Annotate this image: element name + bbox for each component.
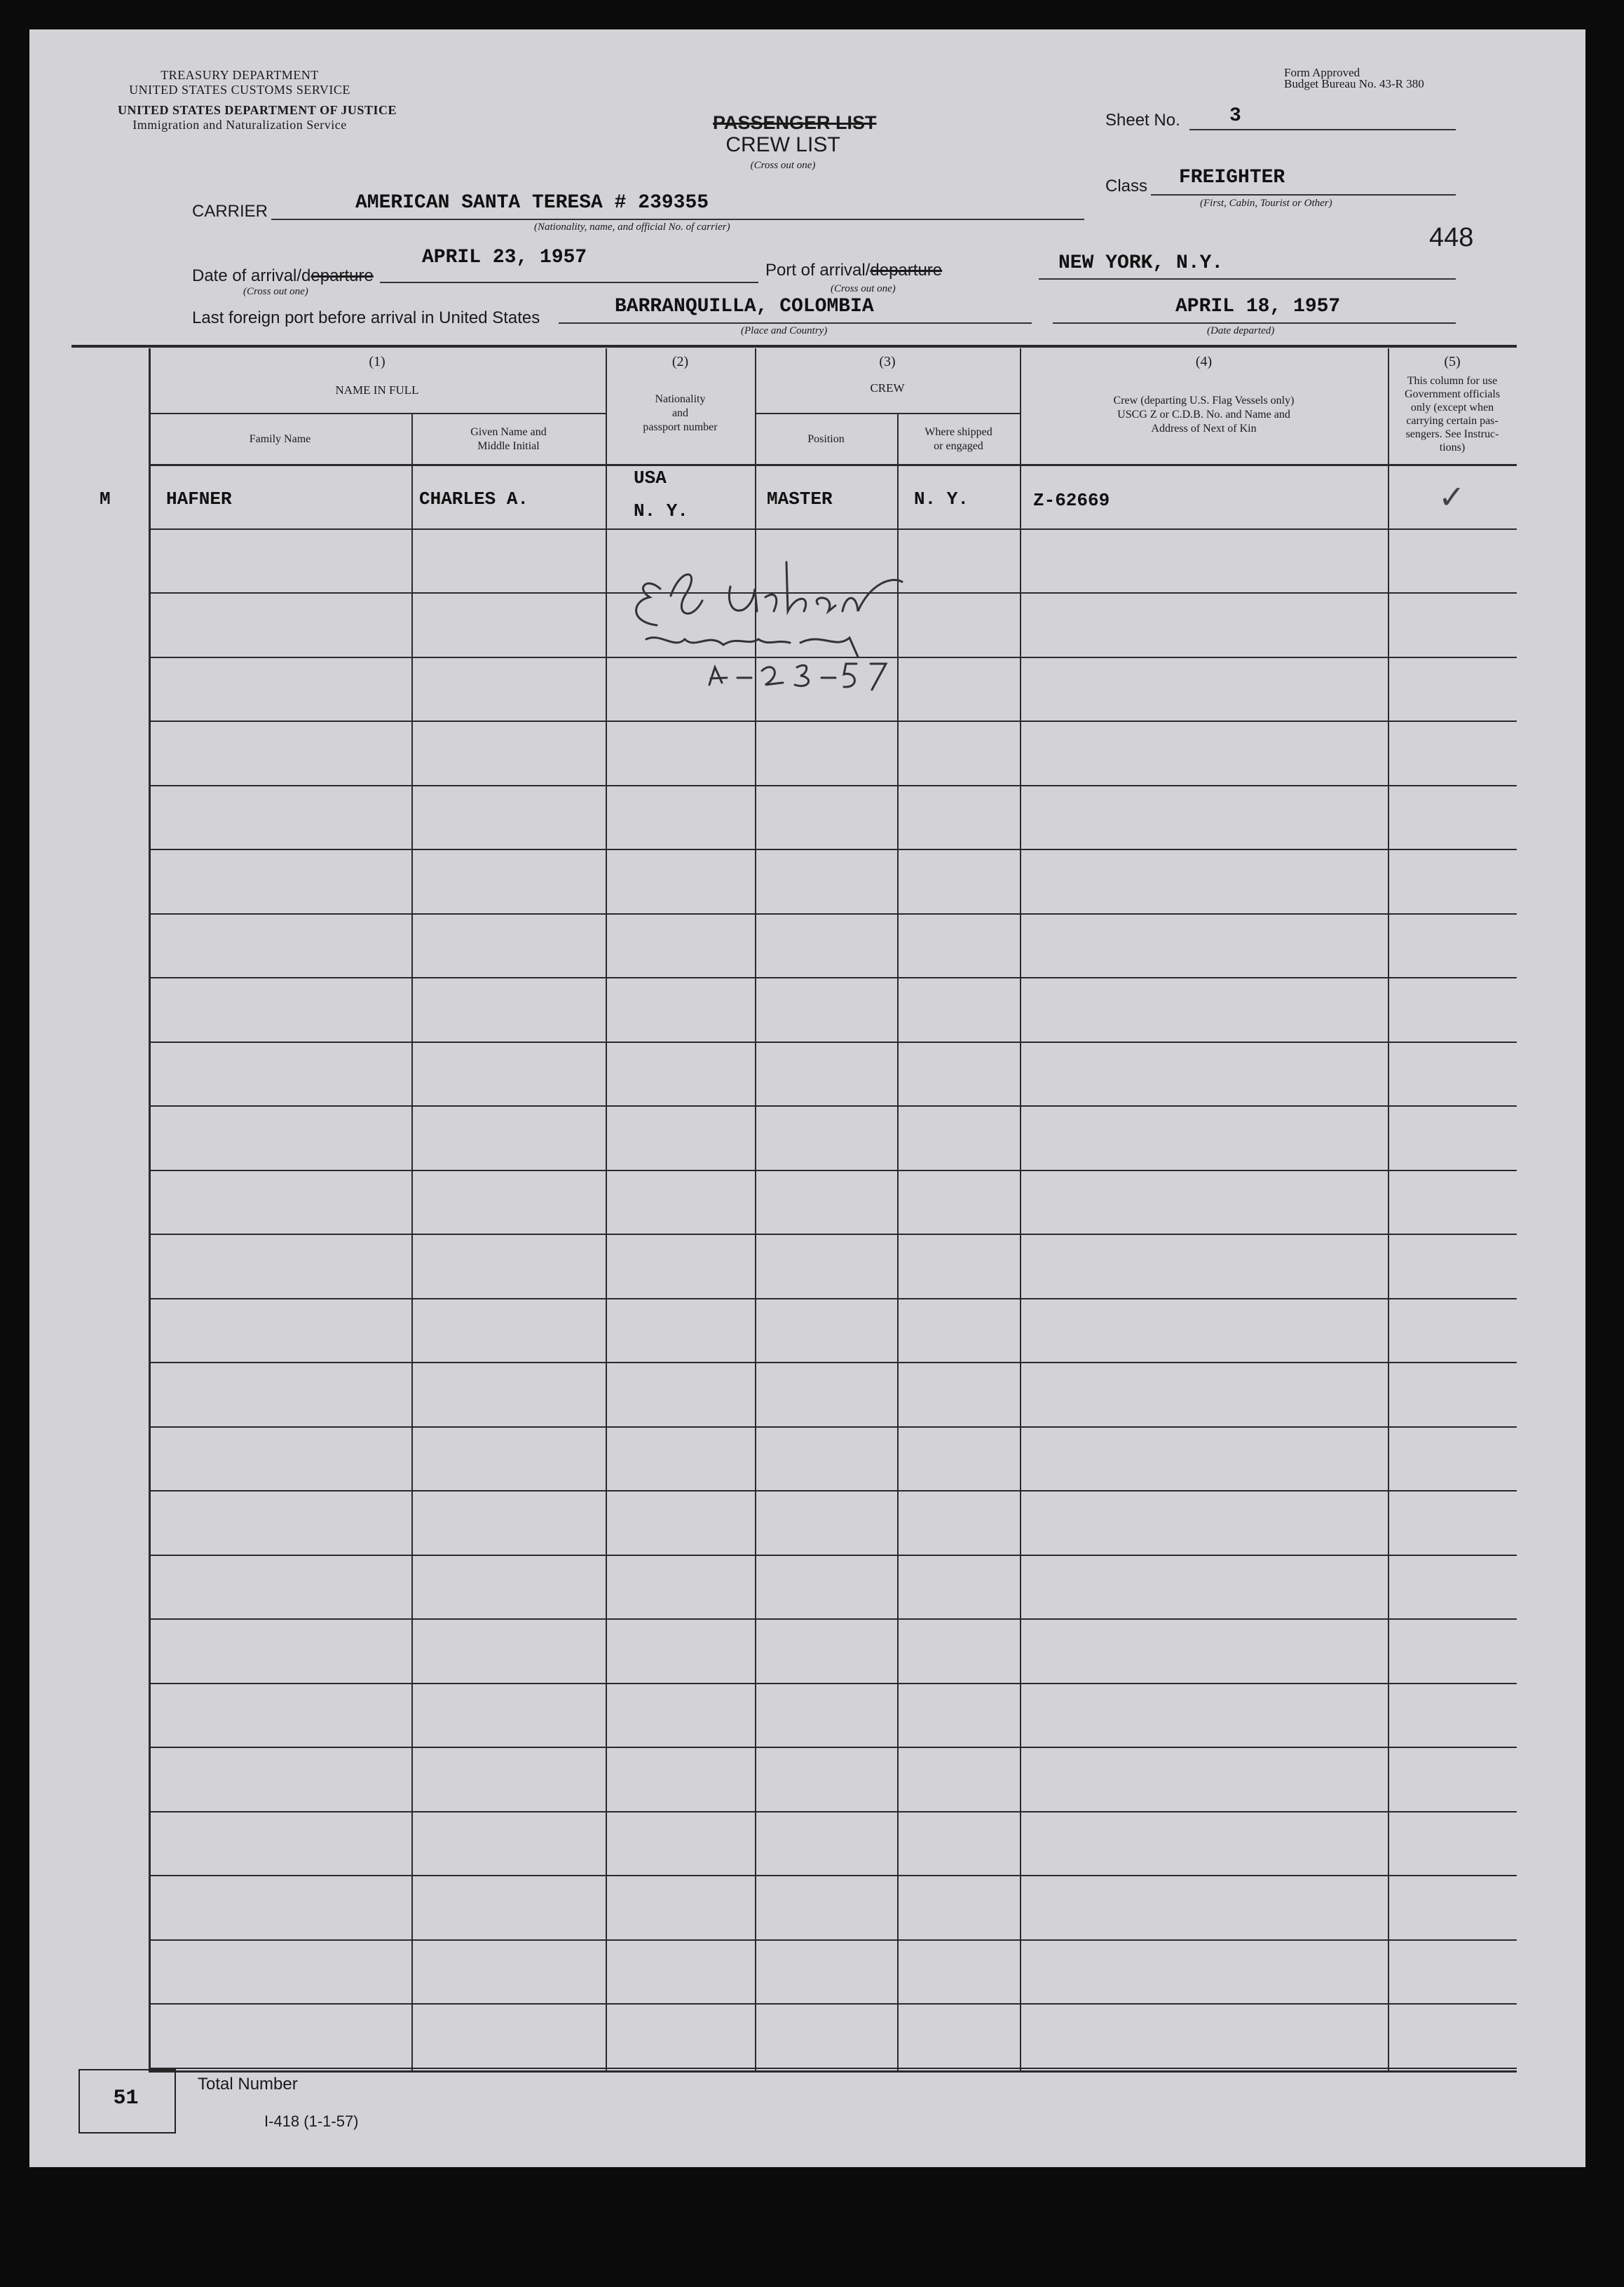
inspector-signature xyxy=(625,534,962,695)
table-row-line xyxy=(149,1298,1517,1299)
table-row-line xyxy=(149,1490,1517,1491)
col4-number: (4) xyxy=(1195,354,1213,369)
agency-line-1: TREASURY DEPARTMENT xyxy=(161,68,319,82)
sheet-label: Sheet No. xyxy=(1105,111,1180,130)
date-arrival-note: (Cross out one) xyxy=(243,286,308,297)
agency-line-2: UNITED STATES CUSTOMS SERVICE xyxy=(129,83,350,97)
total-label: Total Number xyxy=(198,2075,298,2094)
departed-value: APRIL 18, 1957 xyxy=(1175,296,1341,318)
table-row-line xyxy=(149,1618,1517,1620)
row-given-name: CHARLES A. xyxy=(419,489,529,510)
stamp-number: 448 xyxy=(1429,223,1474,252)
last-port-label: Last foreign port before arrival in United States xyxy=(192,308,540,327)
table-row-line xyxy=(149,1362,1517,1363)
table-row-line xyxy=(149,1555,1517,1556)
col5-number: (5) xyxy=(1444,354,1461,369)
table-row-line xyxy=(149,913,1517,915)
table-row-line xyxy=(149,1105,1517,1107)
col-divider-3-4 xyxy=(1020,348,1021,2071)
table-row-line xyxy=(149,1042,1517,1043)
col1-title: NAME IN FULL xyxy=(335,383,419,397)
class-value: FREIGHTER xyxy=(1179,167,1285,189)
port-arrival-underline xyxy=(1039,278,1456,280)
table-row-line xyxy=(149,2003,1517,2005)
budget-bureau: Budget Bureau No. 43-R 380 xyxy=(1284,77,1424,90)
departed-note: (Date departed) xyxy=(1207,325,1275,336)
carrier-underline xyxy=(271,219,1084,220)
table-row-line xyxy=(149,1426,1517,1428)
row-margin-mark: M xyxy=(100,489,111,510)
row-nationality: USA xyxy=(634,467,667,489)
class-label: Class xyxy=(1105,177,1148,196)
col3-number: (3) xyxy=(879,354,896,369)
port-arrival-value: NEW YORK, N.Y. xyxy=(1058,252,1224,274)
port-arrival-label: Port of arrival/departure xyxy=(765,261,943,280)
form-title: CREW LIST xyxy=(725,133,840,156)
table-row-line xyxy=(149,1683,1517,1684)
table-row-line xyxy=(149,785,1517,786)
row-position: MASTER xyxy=(767,489,833,510)
date-arrival-underline xyxy=(380,282,758,283)
last-port-value: BARRANQUILLA, COLOMBIA xyxy=(615,296,874,318)
row-check-mark: ✓ xyxy=(1438,479,1466,515)
col3b-where-shipped: Where shipped or engaged xyxy=(924,426,992,452)
table-bottom-border xyxy=(149,2070,1517,2073)
table-row-line xyxy=(149,1170,1517,1171)
agency-line-3: UNITED STATES DEPARTMENT OF JUSTICE xyxy=(118,103,397,117)
signature-drawing xyxy=(625,534,962,695)
col-divider-1a xyxy=(411,413,413,2071)
form-number: I-418 (1-1-57) xyxy=(264,2112,359,2130)
row-family-name: HAFNER xyxy=(166,489,232,510)
row-crew-number: Z-62669 xyxy=(1033,490,1110,511)
table-row-line xyxy=(149,2068,1517,2069)
subheader-line-3 xyxy=(755,413,1020,414)
last-port-note: (Place and Country) xyxy=(741,325,828,336)
table-row-line xyxy=(149,1875,1517,1876)
document-page xyxy=(29,29,1585,2167)
col3-title: CREW xyxy=(870,381,905,395)
last-port-underline xyxy=(559,322,1032,324)
agency-line-4: Immigration and Naturalization Service xyxy=(132,118,347,132)
total-number: 51 xyxy=(113,2087,139,2110)
col2-number: (2) xyxy=(671,354,689,369)
col5-official-use: This column for use Government officials only (except when carrying certain pas- sengers. See Instruc- tions) xyxy=(1404,375,1501,453)
port-arrival-note: (Cross out one) xyxy=(831,283,896,294)
date-arrival-value: APRIL 23, 1957 xyxy=(422,247,587,268)
table-row-line xyxy=(149,721,1517,722)
table-row-line xyxy=(149,1234,1517,1235)
table-left-border xyxy=(149,348,151,2071)
title-note: (Cross out one) xyxy=(750,160,816,171)
sheet-underline xyxy=(1189,129,1456,130)
passenger-list-struck: PASSENGER LIST xyxy=(713,112,877,133)
table-row-line xyxy=(149,977,1517,978)
carrier-label: CARRIER xyxy=(192,202,268,221)
table-row-line xyxy=(149,849,1517,850)
col1a-family-name: Family Name xyxy=(249,433,311,445)
table-row-line xyxy=(149,1811,1517,1812)
col1b-given-name: Given Name and Middle Initial xyxy=(470,426,547,452)
col-divider-4-5 xyxy=(1388,348,1389,2071)
date-arrival-label: Date of arrival/departure xyxy=(192,266,374,285)
class-underline xyxy=(1151,194,1456,196)
subheader-line-1 xyxy=(149,413,606,414)
table-row-line xyxy=(149,1939,1517,1941)
col1-number: (1) xyxy=(369,354,385,369)
header-rule xyxy=(71,345,1517,348)
col4-crew-info: Crew (departing U.S. Flag Vessels only) USCG Z or C.D.B. No. and Name and Address of Next of Kin xyxy=(1113,395,1295,435)
row-where-shipped: N. Y. xyxy=(914,489,969,510)
class-note: (First, Cabin, Tourist or Other) xyxy=(1200,198,1332,209)
departed-underline xyxy=(1053,322,1456,324)
row-passport: N. Y. xyxy=(634,500,689,521)
table-row-line xyxy=(149,464,1517,466)
carrier-value: AMERICAN SANTA TERESA # 239355 xyxy=(355,192,709,214)
table-row-line xyxy=(149,1747,1517,1748)
carrier-note: (Nationality, name, and official No. of carrier) xyxy=(534,221,730,233)
sheet-number: 3 xyxy=(1229,105,1241,127)
col-divider-1-2 xyxy=(606,348,607,2071)
table-row-line xyxy=(149,528,1517,530)
col3a-position: Position xyxy=(807,433,845,445)
form-approved: Form Approved xyxy=(1284,66,1360,79)
col2-nationality: Nationality and passport number xyxy=(643,393,718,433)
